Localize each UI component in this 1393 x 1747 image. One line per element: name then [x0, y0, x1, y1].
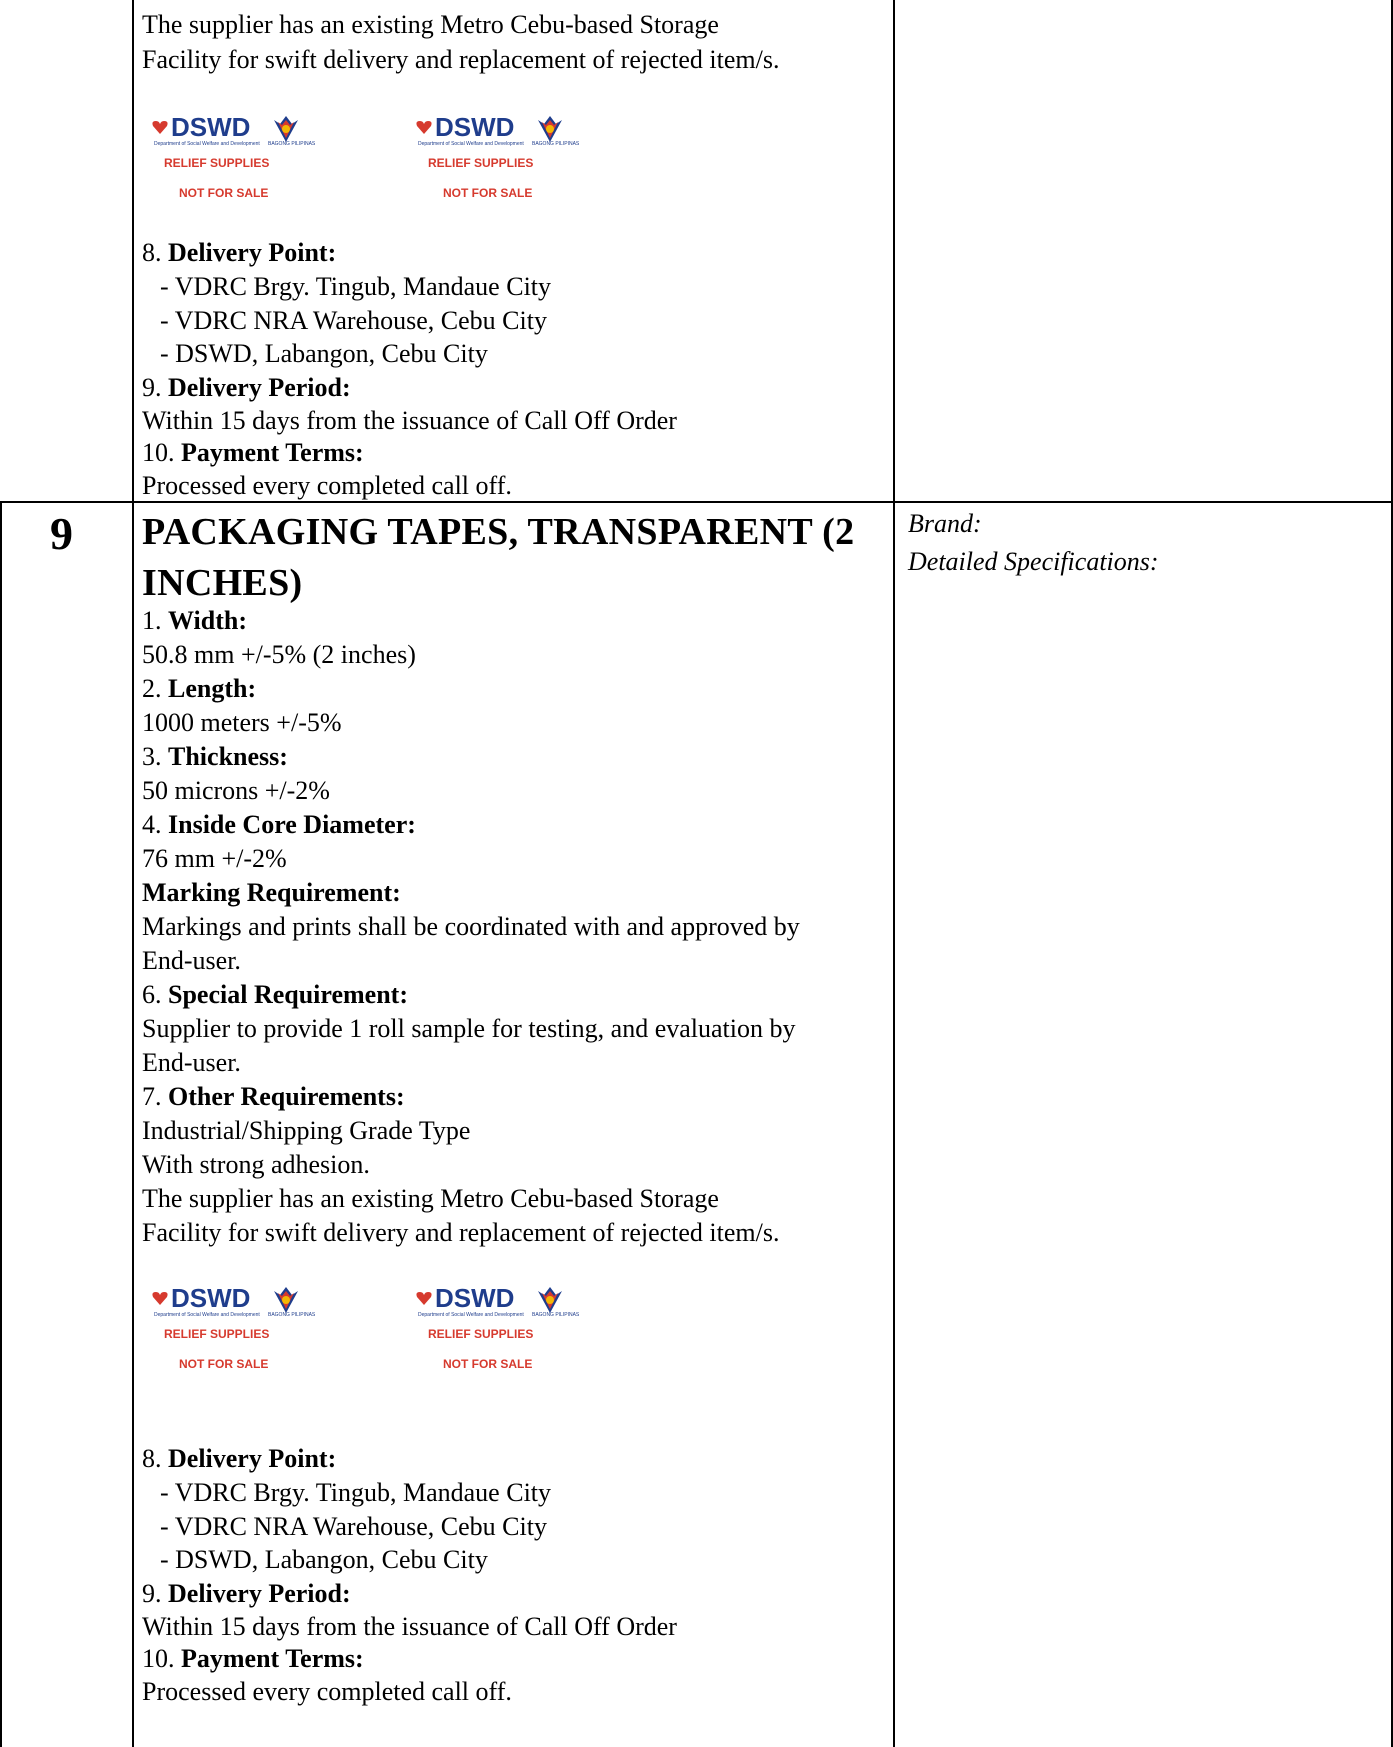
bagong-pilipinas-icon	[534, 1283, 566, 1315]
delivery-period-value: Within 15 days from the issuance of Call Off Order	[142, 1612, 677, 1641]
item-number: 9	[50, 508, 73, 559]
delivery-point-item: - DSWD, Labangon, Cebu City	[160, 339, 488, 368]
delivery-point-heading: 8. Delivery Point:	[142, 238, 337, 267]
marking-requirement-line-2: End-user.	[142, 946, 241, 975]
marking-requirement-line-1: Markings and prints shall be coordinated with and approved by	[142, 912, 800, 941]
other-requirements-line-4: Facility for swift delivery and replacement of rejected item/s.	[142, 1218, 780, 1247]
delivery-point-heading: 8. Delivery Point:	[142, 1444, 337, 1473]
delivery-period-heading: 9. Delivery Period:	[142, 373, 351, 402]
brand-label: Brand:	[908, 509, 982, 538]
special-requirement-line-1: Supplier to provide 1 roll sample for testing, and evaluation by	[142, 1014, 796, 1043]
bagong-pilipinas-icon	[534, 112, 566, 144]
dswd-relief-logo: DSWD Department of Social Welfare and Development BAGONG PILIPINAS RELIEF SUPPLIES NOT FOR SALE	[154, 1283, 316, 1371]
length-value: 1000 meters +/-5%	[142, 708, 342, 737]
heart-icon	[416, 120, 432, 134]
delivery-period-heading: 9. Delivery Period:	[142, 1579, 351, 1608]
marking-requirement-heading: Marking Requirement:	[142, 878, 401, 907]
thickness-heading: 3. Thickness:	[142, 742, 288, 771]
heart-icon	[152, 120, 168, 134]
detailed-specifications-label: Detailed Specifications:	[908, 547, 1159, 576]
delivery-point-item: - VDRC NRA Warehouse, Cebu City	[160, 306, 547, 335]
core-diameter-heading: 4. Inside Core Diameter:	[142, 810, 416, 839]
delivery-point-item: - VDRC Brgy. Tingub, Mandaue City	[160, 1478, 552, 1507]
delivery-point-item: - DSWD, Labangon, Cebu City	[160, 1545, 488, 1574]
delivery-point-item: - VDRC NRA Warehouse, Cebu City	[160, 1512, 547, 1541]
payment-terms-value: Processed every completed call off.	[142, 1677, 512, 1706]
other-requirements-line-3: The supplier has an existing Metro Cebu-based Storage	[142, 1184, 719, 1213]
other-requirements-line-1: Industrial/Shipping Grade Type	[142, 1116, 471, 1145]
payment-terms-heading: 10. Payment Terms:	[142, 438, 364, 467]
bagong-pilipinas-icon	[270, 1283, 302, 1315]
delivery-point-item: - VDRC Brgy. Tingub, Mandaue City	[160, 272, 552, 301]
table-first-column-left-border	[0, 501, 2, 1747]
dswd-relief-logo: DSWD Department of Social Welfare and Development BAGONG PILIPINAS RELIEF SUPPLIES NOT FOR SALE	[154, 112, 316, 200]
other-requirements-line-2: With strong adhesion.	[142, 1150, 370, 1179]
special-requirement-heading: 6. Special Requirement:	[142, 980, 408, 1009]
width-heading: 1. Width:	[142, 606, 247, 635]
thickness-value: 50 microns +/-2%	[142, 776, 330, 805]
dswd-relief-logo: DSWD Department of Social Welfare and Development BAGONG PILIPINAS RELIEF SUPPLIES NOT FOR SALE	[418, 112, 580, 200]
dswd-relief-logo: DSWD Department of Social Welfare and Development BAGONG PILIPINAS RELIEF SUPPLIES NOT FOR SALE	[418, 1283, 580, 1371]
payment-terms-heading: 10. Payment Terms:	[142, 1644, 364, 1673]
delivery-period-value: Within 15 days from the issuance of Call Off Order	[142, 406, 677, 435]
table-left-border	[132, 0, 134, 1747]
heart-icon	[416, 1291, 432, 1305]
special-requirement-line-2: End-user.	[142, 1048, 241, 1077]
other-requirements-heading: 7. Other Requirements:	[142, 1082, 405, 1111]
width-value: 50.8 mm +/-5% (2 inches)	[142, 640, 416, 669]
table-column-divider	[893, 0, 895, 1747]
facility-line-2: Facility for swift delivery and replacement of rejected item/s.	[142, 45, 780, 74]
facility-line-1: The supplier has an existing Metro Cebu-based Storage	[142, 10, 719, 39]
bagong-pilipinas-icon	[270, 112, 302, 144]
payment-terms-value: Processed every completed call off.	[142, 471, 512, 500]
item-title-line-2: INCHES)	[142, 562, 303, 604]
heart-icon	[152, 1291, 168, 1305]
core-diameter-value: 76 mm +/-2%	[142, 844, 287, 873]
length-heading: 2. Length:	[142, 674, 257, 703]
item-title-line-1: PACKAGING TAPES, TRANSPARENT (2	[142, 511, 855, 553]
